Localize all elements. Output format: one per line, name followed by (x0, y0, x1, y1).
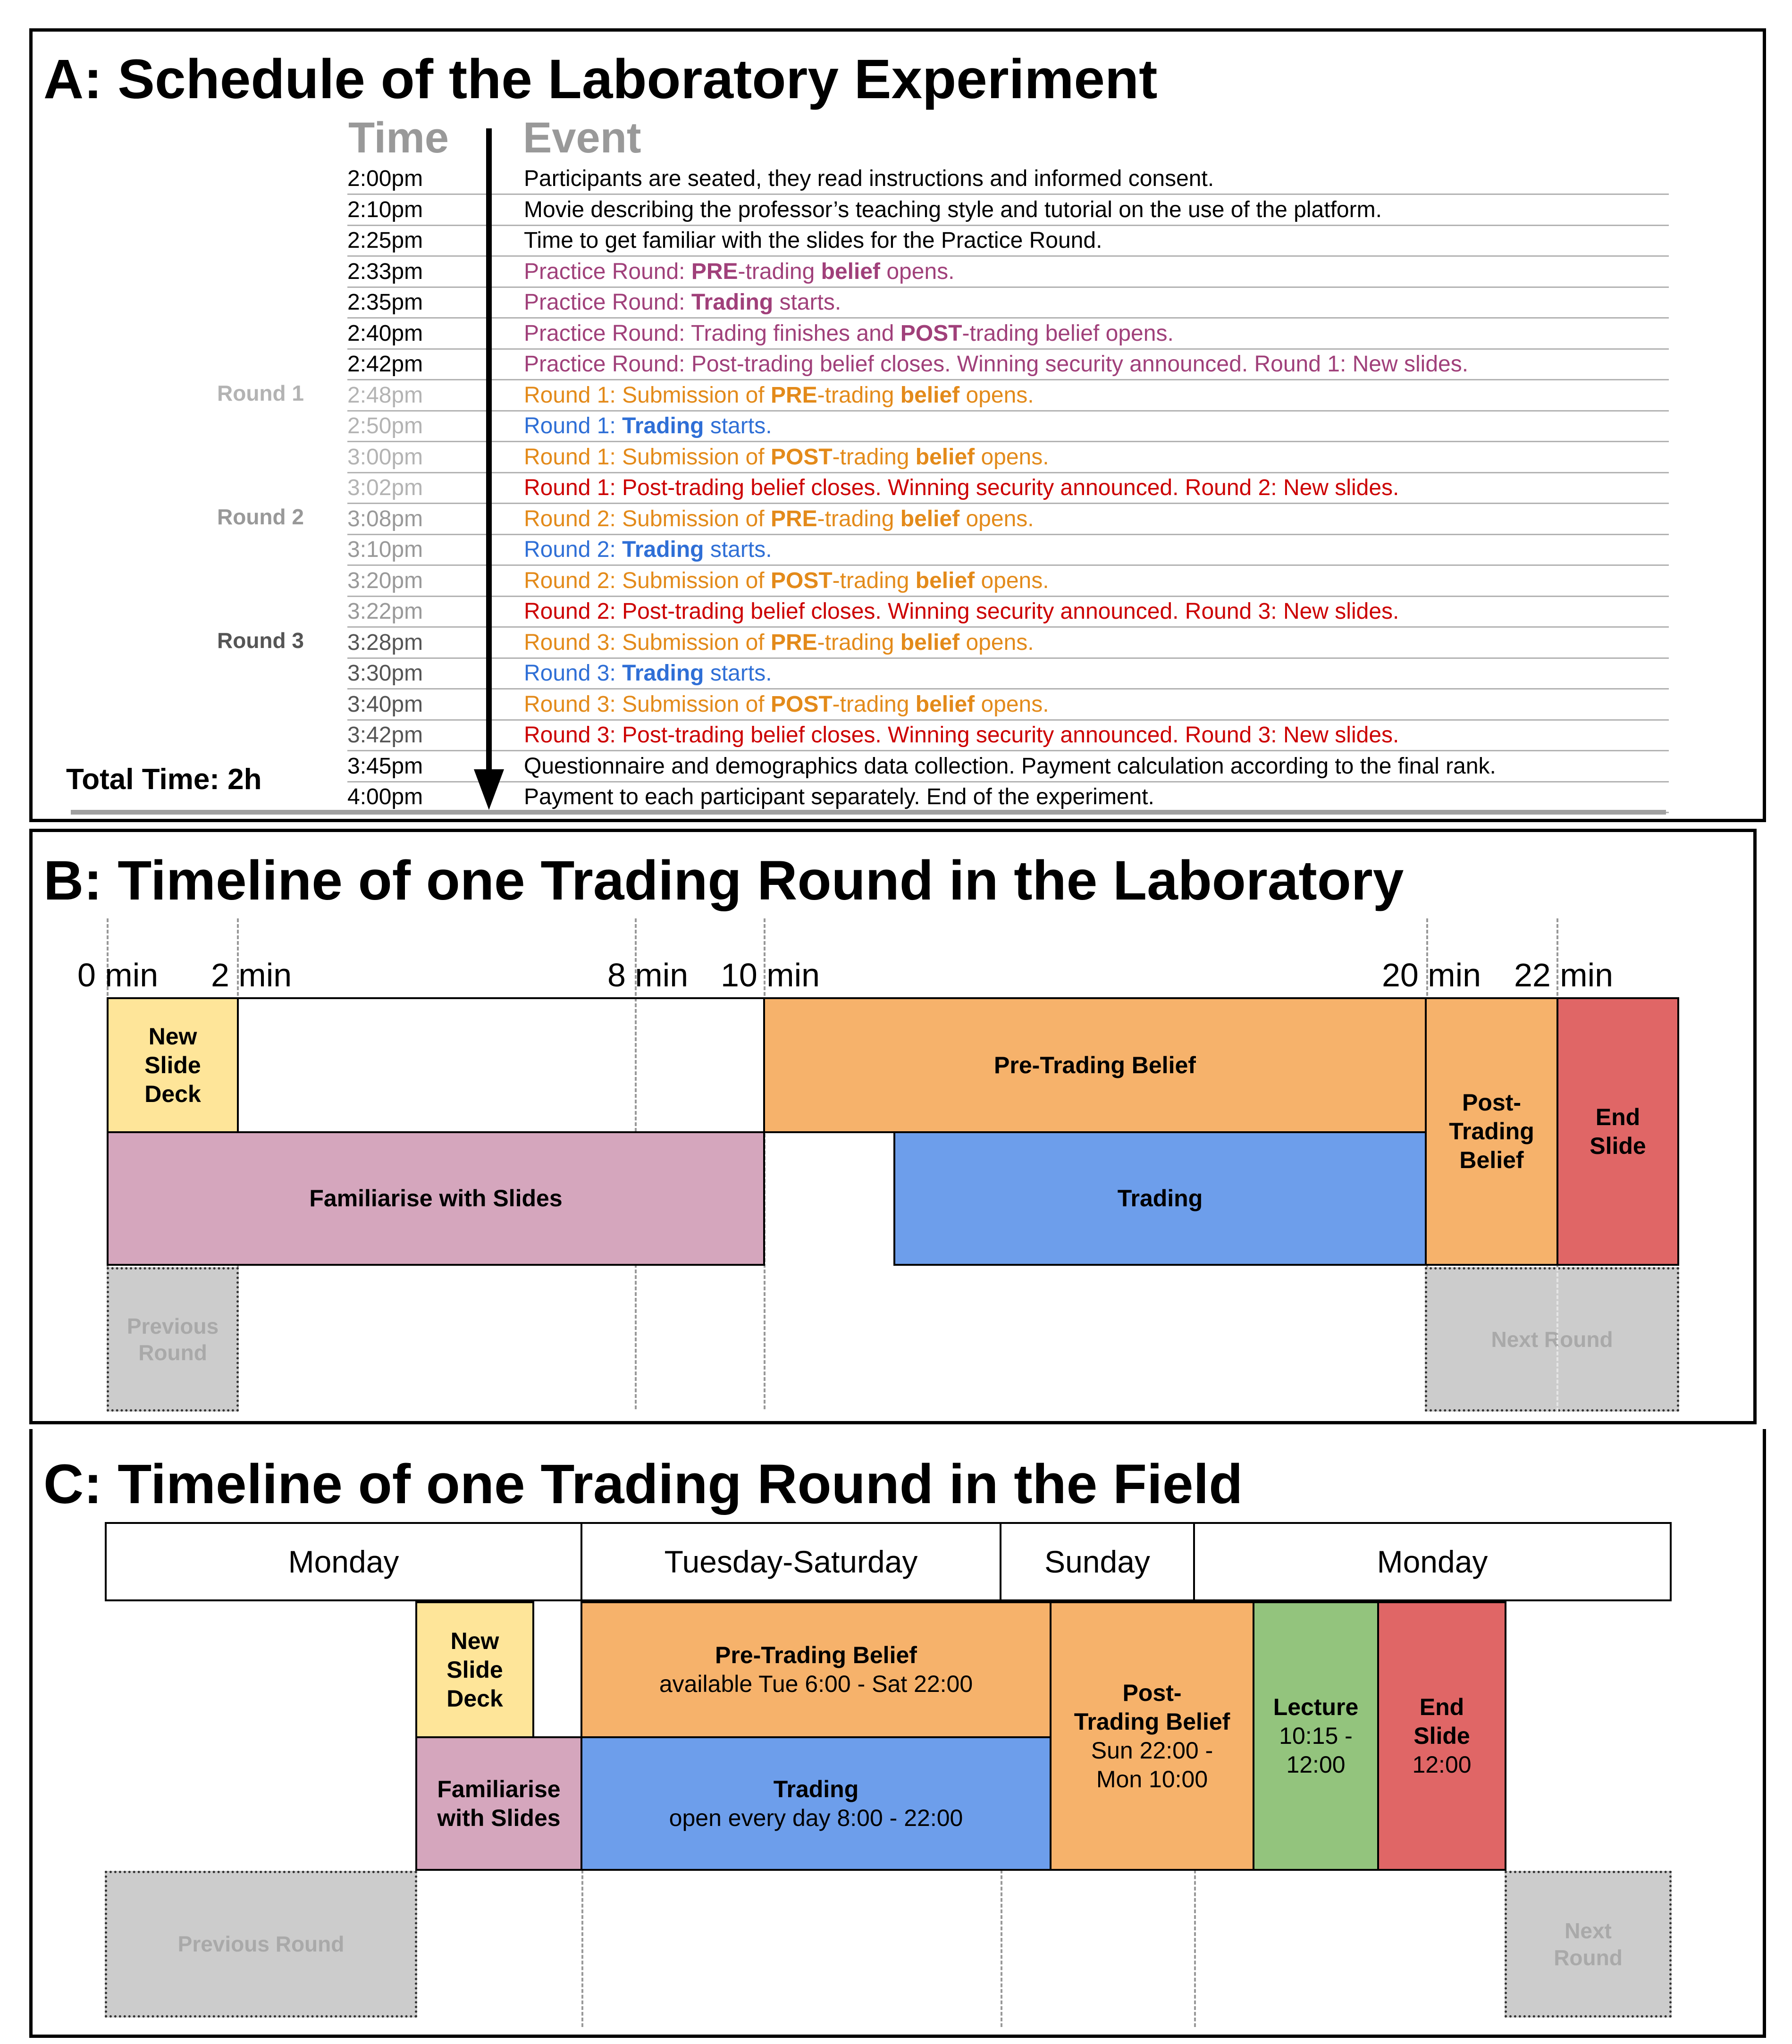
schedule-row-divider (347, 596, 1669, 597)
field-lecture-detail-2: 12:00 (1286, 1751, 1346, 1778)
lab-new-slide-deck (107, 997, 239, 1133)
lab-pre-trading-belief (763, 997, 1427, 1133)
total-time-rule (71, 810, 1666, 815)
schedule-time: 3:22pm (347, 599, 423, 624)
field-end-slide-title-1: End (1419, 1694, 1464, 1720)
schedule-event-text: Practice Round: Trading finishes and (524, 320, 900, 346)
lab-previous-round (107, 1267, 239, 1412)
schedule-time: 2:33pm (347, 259, 423, 284)
schedule-event-text: Payment to each participant separately. End of the experiment. (524, 784, 1154, 809)
schedule-event (524, 505, 1034, 533)
schedule-event (524, 567, 1049, 595)
schedule-event (524, 691, 1049, 718)
schedule-event-text: starts. (773, 290, 841, 315)
schedule-row-divider (347, 286, 1669, 288)
schedule-event (524, 474, 1399, 502)
schedule-event-text: Round 3: Post-trading belief closes. Winning security announced. Round 3: New slides. (524, 723, 1399, 748)
schedule-event (524, 351, 1468, 378)
schedule-event-text: opens. (975, 568, 1049, 593)
schedule-event-text: starts. (704, 413, 772, 438)
schedule-event-text: opens. (959, 382, 1034, 408)
lab-end-slide (1556, 997, 1679, 1266)
tick-2min: 2 min (211, 957, 292, 993)
field-next-round (1505, 1871, 1672, 2018)
field-post-trading-title-1: Post- (1122, 1679, 1182, 1706)
schedule-row-divider (347, 564, 1669, 566)
schedule-event-text: belief (900, 506, 960, 531)
schedule-event-text: Round 3: Submission of (524, 630, 771, 655)
schedule-event (524, 320, 1174, 347)
lab-end-slide-line1: End (1595, 1103, 1641, 1130)
schedule-event-text: Round 1: Submission of (524, 444, 771, 470)
schedule-event-text: -trading (817, 630, 900, 655)
schedule-time: 3:42pm (347, 723, 423, 748)
schedule-row-divider (347, 472, 1669, 473)
schedule-event-text: Round 2: Post-trading belief closes. Winning security announced. Round 3: New slides. (524, 599, 1399, 624)
schedule-event (524, 660, 772, 687)
field-end-slide-title-2: Slide (1413, 1723, 1470, 1749)
schedule-event-text: POST (770, 691, 833, 717)
tick-8min: 8 min (607, 957, 689, 993)
schedule-event-text: Round 3: (524, 661, 623, 686)
field-lecture (1253, 1601, 1379, 1871)
lab-new-slide-deck-line3: Deck (144, 1080, 201, 1107)
schedule-event (524, 753, 1496, 780)
schedule-row-divider (347, 688, 1669, 690)
field-new-slide-deck-line2: Slide (446, 1656, 503, 1683)
tick-20min: 20 min (1382, 957, 1481, 993)
lab-familiarise-label: Familiarise with Slides (309, 1185, 563, 1211)
schedule-row-divider (347, 657, 1669, 659)
lab-end-slide-line2: Slide (1590, 1132, 1646, 1159)
schedule-row-divider (347, 225, 1669, 226)
schedule-time: 3:08pm (347, 506, 423, 531)
schedule-event-text: PRE (770, 630, 817, 655)
lab-next-round (1425, 1267, 1679, 1412)
round-label-1: Round 1 (217, 381, 304, 405)
schedule-event-text: POST (900, 320, 962, 346)
schedule-event-text: starts. (704, 661, 772, 686)
day-monday-2 (1193, 1522, 1672, 1601)
tick-10min: 10 min (721, 957, 820, 993)
field-post-trading-detail-1: Sun 22:00 - (1091, 1737, 1213, 1764)
schedule-event-text: -trading (832, 444, 916, 470)
schedule-event-text: Participants are seated, they read instructions and informed consent. (524, 166, 1214, 191)
total-time: Total Time: 2h (66, 763, 262, 796)
schedule-event-text: Round 2: Submission of (524, 568, 771, 593)
field-previous-round-label: Previous Round (177, 1932, 345, 1957)
schedule-event-text: PRE (691, 259, 738, 284)
schedule-event-text: Movie describing the professor’s teaching style and tutorial on the use of the platform. (524, 197, 1382, 222)
schedule-row-divider (347, 441, 1669, 442)
day-monday-1-label: Monday (288, 1544, 399, 1579)
time-header: Time (348, 114, 449, 162)
schedule-event (524, 444, 1049, 471)
schedule-event-text: -trading (832, 691, 916, 717)
field-pre-trading-detail: available Tue 6:00 - Sat 22:00 (659, 1671, 973, 1697)
schedule-event-text: Round 2: Submission of (524, 506, 771, 531)
schedule-event-text: Time to get familiar with the slides for the Practice Round. (524, 228, 1102, 253)
schedule-event-text: Round 1: (524, 413, 623, 438)
field-trading (581, 1736, 1052, 1871)
schedule-row-divider (347, 534, 1669, 535)
schedule-event (524, 629, 1034, 656)
field-familiarise-with-slides (415, 1736, 582, 1871)
schedule-event-text: opens. (975, 691, 1049, 717)
lab-previous-round-line2: Round (138, 1340, 207, 1365)
lab-trading (893, 1131, 1427, 1266)
field-previous-round (105, 1871, 417, 2018)
schedule-event-text: Practice Round: (524, 290, 691, 315)
panel-b-title: B: Timeline of one Trading Round in the Laboratory (43, 850, 1404, 912)
schedule-event (524, 227, 1102, 254)
schedule-time: 3:00pm (347, 444, 423, 470)
lab-pre-trading-belief-label: Pre-Trading Belief (994, 1051, 1196, 1078)
field-post-trading-title-2: Trading Belief (1074, 1708, 1230, 1735)
schedule-time: 3:10pm (347, 537, 423, 562)
dash-22min-over-ghost (1556, 1267, 1558, 1412)
schedule-event-text: Trading (622, 537, 704, 562)
schedule-event-text: belief (915, 568, 975, 593)
event-header: Event (523, 114, 641, 162)
time-arrowhead (474, 769, 504, 810)
lab-previous-round-line1: Previous (126, 1313, 219, 1338)
schedule-event (524, 412, 772, 440)
field-end-slide-detail: 12:00 (1412, 1751, 1472, 1778)
schedule-time: 3:28pm (347, 630, 423, 655)
schedule-event-text: belief (900, 382, 960, 408)
field-post-trading-detail-2: Mon 10:00 (1096, 1766, 1208, 1792)
schedule-row-divider (347, 317, 1669, 319)
round-label-2: Round 2 (217, 505, 304, 529)
schedule-event-text: PRE (770, 506, 817, 531)
schedule-event-text: Round 2: (524, 537, 623, 562)
schedule-time: 2:50pm (347, 413, 423, 438)
field-trading-title: Trading (773, 1775, 859, 1802)
schedule-event (524, 165, 1214, 193)
lab-post-trading-line3: Belief (1459, 1147, 1524, 1173)
lab-familiarise-with-slides (107, 1131, 765, 1266)
schedule-row-divider (347, 410, 1669, 412)
schedule-event-text: opens. (959, 630, 1034, 655)
schedule-event-text: -trading belief opens. (962, 320, 1174, 346)
field-new-slide-deck-line3: Deck (446, 1685, 503, 1712)
field-pre-trading-title: Pre-Trading Belief (715, 1642, 917, 1668)
schedule-event-text: opens. (959, 506, 1034, 531)
schedule-time: 2:40pm (347, 320, 423, 346)
schedule-event-text: Practice Round: (524, 259, 691, 284)
time-arrow (486, 128, 492, 785)
schedule-row-divider (347, 255, 1669, 257)
schedule-event-text: belief (915, 444, 975, 470)
schedule-time: 2:25pm (347, 228, 423, 253)
tick-22min: 22 min (1514, 957, 1614, 993)
schedule-row-divider (347, 626, 1669, 628)
day-tuesday-saturday (581, 1522, 1001, 1601)
field-familiarise-line2: with Slides (437, 1804, 561, 1831)
field-next-round-line1: Next (1565, 1918, 1612, 1943)
schedule-event (524, 783, 1154, 811)
schedule-event-text: Trading (622, 413, 704, 438)
schedule-event-text: Questionnaire and demographics data collection. Payment calculation according to the final rank. (524, 753, 1496, 779)
schedule-time: 2:42pm (347, 352, 423, 377)
field-new-slide-deck (415, 1601, 534, 1738)
schedule-row-divider (347, 503, 1669, 504)
schedule-event-text: Trading (622, 661, 704, 686)
schedule-time: 2:00pm (347, 166, 423, 191)
panel-c-title: C: Timeline of one Trading Round in the Field (43, 1453, 1243, 1515)
schedule-event-text: Round 1: Post-trading belief closes. Winning security announced. Round 2: New slides. (524, 475, 1399, 500)
schedule-event-text: POST (770, 444, 833, 470)
schedule-event-text: opens. (975, 444, 1049, 470)
panel-a-title: A: Schedule of the Laboratory Experiment (43, 48, 1158, 110)
field-end-slide (1377, 1601, 1506, 1871)
schedule-event (524, 536, 772, 564)
schedule-row-divider (347, 750, 1669, 751)
schedule-time: 3:45pm (347, 753, 423, 779)
schedule-time: 2:48pm (347, 382, 423, 408)
schedule-time: 3:02pm (347, 475, 423, 500)
lab-trading-label: Trading (1117, 1185, 1203, 1211)
field-post-trading-belief (1050, 1601, 1254, 1871)
schedule-event-text: Round 1: Submission of (524, 382, 771, 408)
field-lecture-title: Lecture (1273, 1694, 1359, 1720)
schedule-event-text: belief (900, 630, 960, 655)
lab-next-round-label: Next Round (1491, 1327, 1613, 1352)
day-sunday (1000, 1522, 1195, 1601)
schedule-event-text: -trading (817, 382, 900, 408)
lab-new-slide-deck-line2: Slide (144, 1051, 201, 1078)
schedule-event-text: Round 3: Submission of (524, 691, 771, 717)
schedule-event-text: Trading (691, 290, 774, 315)
schedule-event-text: -trading (738, 259, 821, 284)
schedule-row-divider (347, 193, 1669, 195)
schedule-event (524, 722, 1399, 749)
schedule-time: 3:40pm (347, 691, 423, 717)
field-familiarise-line1: Familiarise (437, 1775, 561, 1802)
schedule-event (524, 598, 1399, 625)
schedule-time: 4:00pm (347, 784, 423, 809)
lab-post-trading-belief (1425, 997, 1558, 1266)
field-next-round-line2: Round (1554, 1945, 1623, 1970)
schedule-event (524, 382, 1034, 409)
schedule-row-divider (347, 379, 1669, 380)
schedule-row-divider (347, 781, 1669, 782)
day-monday-2-label: Monday (1377, 1544, 1488, 1579)
schedule-event (524, 289, 841, 316)
day-monday-1 (105, 1522, 582, 1601)
field-trading-detail: open every day 8:00 - 22:00 (669, 1804, 963, 1831)
schedule-event-text: PRE (770, 382, 817, 408)
schedule-event (524, 258, 954, 286)
lab-post-trading-line2: Trading (1449, 1118, 1534, 1144)
day-sunday-label: Sunday (1044, 1544, 1150, 1579)
field-new-slide-deck-line1: New (450, 1627, 499, 1654)
schedule-event-text: -trading (832, 568, 916, 593)
schedule-event-text: belief (915, 691, 975, 717)
schedule-event-text: opens. (880, 259, 955, 284)
lab-post-trading-line1: Post- (1462, 1089, 1521, 1116)
field-pre-trading-belief (581, 1601, 1052, 1738)
schedule-row-divider (347, 719, 1669, 721)
tick-0min: 0 min (77, 957, 159, 993)
schedule-event-text: belief (821, 259, 881, 284)
schedule-time: 2:35pm (347, 290, 423, 315)
schedule-event-text: -trading (817, 506, 900, 531)
schedule-time: 3:20pm (347, 568, 423, 593)
schedule-event-text: starts. (704, 537, 772, 562)
schedule-event-text: Practice Round: Post-trading belief closes. Winning security announced. Round 1: New slides. (524, 352, 1469, 377)
round-label-3: Round 3 (217, 628, 304, 653)
schedule-time: 2:10pm (347, 197, 423, 222)
lab-new-slide-deck-line1: New (148, 1023, 197, 1050)
schedule-event (524, 196, 1382, 224)
schedule-time: 3:30pm (347, 661, 423, 686)
schedule-row-divider (347, 348, 1669, 350)
schedule-event-text: POST (770, 568, 833, 593)
day-tuesday-saturday-label: Tuesday-Saturday (664, 1544, 918, 1579)
field-lecture-detail-1: 10:15 - (1279, 1723, 1353, 1749)
